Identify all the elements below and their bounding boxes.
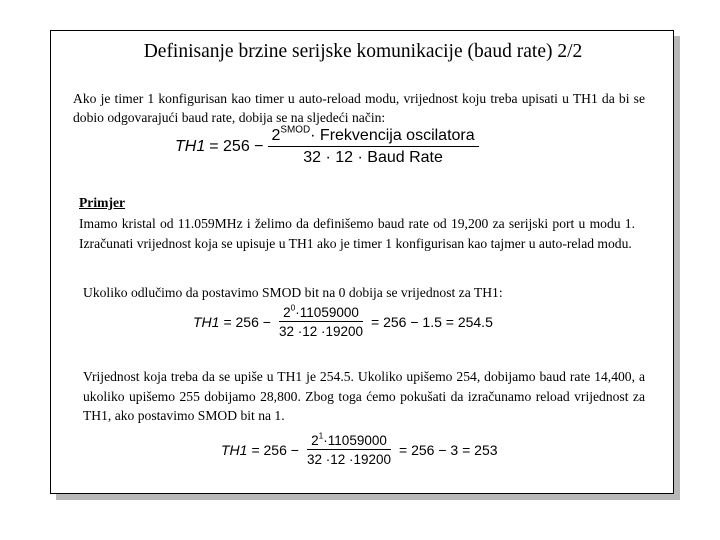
slide-title: Definisanje brzine serijske komunikacije (baud rate) 2/2	[143, 41, 583, 62]
formula-th1-smod1	[221, 430, 498, 467]
formula-equals-const: = 256 −	[251, 442, 299, 458]
formula-lhs: TH1	[221, 442, 248, 458]
formula-numerator	[307, 430, 391, 450]
numerator-rest: · Frekvencija oscilatora	[310, 127, 475, 144]
formula-denominator: 32 · 12 · Baud Rate	[303, 149, 443, 166]
formula-fraction	[275, 302, 367, 339]
formula-result: = 256 − 1.5 = 254.5	[371, 314, 493, 330]
numerator-exponent: SMOD	[280, 124, 311, 136]
slide-frame	[50, 30, 674, 494]
intro-paragraph: Ako je timer 1 konfigurisan kao timer u auto-reload modu, vrijednost koju treba upisati u TH1 da bi se dobio odgovarajući baud rate, dobija se na sljedeći način:	[73, 91, 645, 125]
formula-lhs: TH1	[193, 314, 220, 330]
formula-lhs: TH1	[175, 138, 206, 155]
formula-th1-general	[175, 124, 479, 167]
example-paragraph: Imamo kristal od 11.059MHz i želimo da definišemo baud rate od 19,200 za serijski port u modu 1. Izračunati vrijednost koja se upisuje u TH1 ako je timer 1 konfigurisan kao tajmer u auto-relad modu.	[79, 216, 635, 251]
formula-denominator: 32 ·12 ·19200	[306, 452, 392, 467]
numerator-base: 2	[311, 433, 319, 448]
formula-denominator: 32 ·12 ·19200	[278, 324, 364, 339]
formula-th1-smod0	[193, 302, 493, 339]
formula-equals-const: = 256 −	[209, 138, 264, 155]
numerator-rest: ·11059000	[323, 433, 387, 448]
formula-numerator	[268, 124, 479, 147]
smod0-paragraph: Ukoliko odlučimo da postavimo SMOD bit na 0 dobija se vrijednost za TH1:	[83, 285, 503, 300]
numerator-exponent: 0	[290, 302, 296, 313]
numerator-rest: ·11059000	[295, 305, 359, 320]
numerator-exponent: 1	[318, 430, 324, 441]
formula-result: = 256 − 3 = 253	[399, 442, 498, 458]
result-paragraph: Vrijednost koja treba da se upiše u TH1 je 254.5. Ukoliko upišemo 254, dobijamo baud rate 14,400, a ukoliko upišemo 255 dobijamo 28,800. Zbog toga ćemo pokušati da izračunamo reload vrijednost za TH1, ako postavimo SMOD bit na 1.	[83, 369, 645, 423]
formula-equals-const: = 256 −	[223, 314, 271, 330]
numerator-base: 2	[283, 305, 291, 320]
example-heading: Primjer	[79, 195, 126, 210]
formula-fraction	[303, 430, 395, 467]
formula-fraction	[268, 124, 479, 167]
formula-numerator	[279, 302, 363, 322]
numerator-base: 2	[271, 127, 281, 144]
